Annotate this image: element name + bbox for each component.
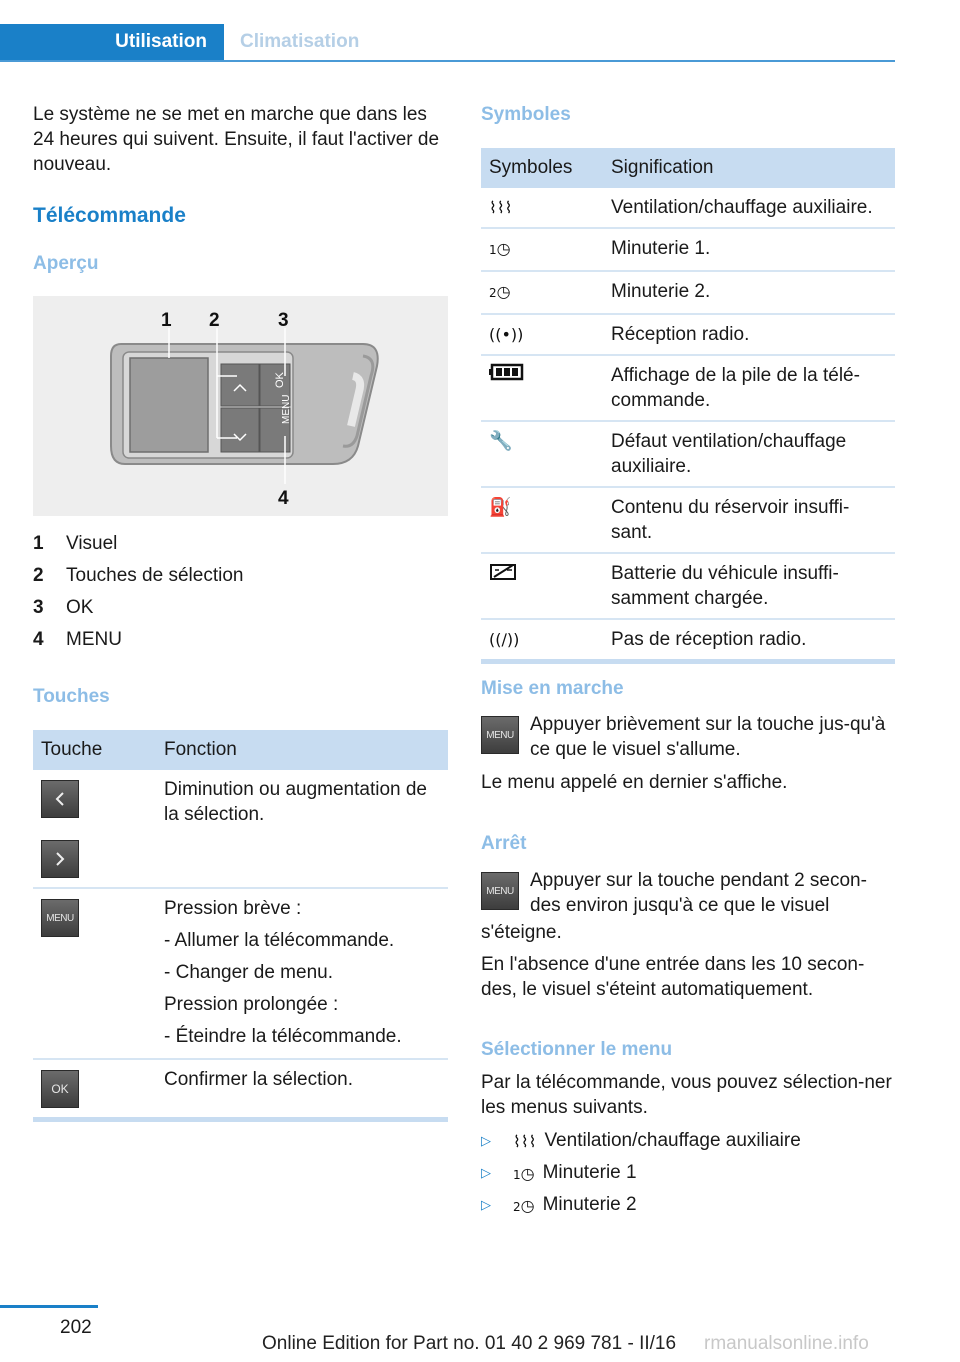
ok-key-icon: OK: [41, 1070, 79, 1108]
timer-1-icon: 1◷: [513, 1163, 535, 1183]
table-cell-meaning: Défaut ventilation/chauffage auxiliaire.: [603, 421, 895, 487]
symboles-heading: Symboles: [481, 104, 571, 125]
menu-options-list: [481, 1125, 895, 1221]
remote-control-drawing: [33, 296, 448, 516]
fuel-icon: ⛽: [489, 497, 512, 518]
list-item: [481, 1157, 895, 1189]
timer-2-icon: 2◷: [513, 1195, 535, 1215]
table-row: [33, 1059, 448, 1119]
figure-menu-label: MENU: [281, 394, 292, 424]
table-row: [481, 487, 895, 553]
legend-item: [33, 528, 448, 560]
touches-heading: Touches: [33, 686, 110, 707]
function-line: - Allumer la télécommande.: [164, 930, 395, 951]
table-cell-meaning: Batterie du véhicule insuffi-samment chargée.: [603, 553, 895, 619]
tab-climatisation[interactable]: Climatisation: [240, 31, 360, 52]
column-header: Symboles: [481, 148, 603, 188]
table-cell-meaning: Réception radio.: [603, 314, 895, 355]
battery-icon: [489, 363, 525, 381]
list-item-label: Minuterie 2: [542, 1194, 637, 1215]
footer-rule: [0, 1305, 98, 1308]
table-cell-symbol: [481, 271, 603, 314]
arret-text-end: s'éteigne.: [481, 922, 562, 943]
telecommande-heading: Télécommande: [33, 204, 186, 227]
column-header: Fonction: [156, 730, 448, 770]
table-row: [33, 888, 448, 1059]
timer-prefix: 1: [513, 1167, 521, 1182]
mise-en-marche-heading: Mise en marche: [481, 678, 624, 699]
function-line: - Changer de menu.: [164, 962, 333, 983]
mise-en-marche-instruction: [481, 712, 895, 762]
column-header: Signification: [603, 148, 895, 188]
column-header: Touche: [33, 730, 156, 770]
table-cell-meaning: Minuterie 2.: [603, 271, 895, 314]
legend-item: [33, 592, 448, 624]
figure-legend: [33, 528, 448, 656]
touches-table: [33, 730, 448, 1122]
table-cell-symbol: [481, 619, 603, 662]
list-item: [481, 1125, 895, 1157]
legend-item: [33, 624, 448, 656]
legend-item: [33, 560, 448, 592]
table-cell-key: [33, 770, 156, 888]
arret-heading: Arrêt: [481, 833, 527, 854]
symboles-table-wrap: [481, 148, 895, 664]
callout-4: 4: [278, 488, 289, 509]
bullet-triangle-icon: ▷: [481, 1165, 491, 1180]
table-cell-function: Confirmer la sélection.: [156, 1059, 448, 1119]
bullet-triangle-icon: ▷: [481, 1197, 491, 1212]
bullet-triangle-icon: ▷: [481, 1133, 491, 1148]
table-header-row: [481, 148, 895, 188]
chevron-left-key-icon: [41, 780, 79, 818]
menu-key-icon: MENU: [481, 716, 519, 754]
symboles-table: [481, 148, 895, 664]
table-cell-meaning: Ventilation/chauffage auxiliaire.: [603, 188, 895, 228]
table-cell-symbol: [481, 188, 603, 228]
radio-reception-icon: ((•)): [489, 325, 524, 344]
callout-2: 2: [209, 310, 220, 331]
function-line: Pression prolongée :: [164, 994, 339, 1015]
wrench-icon: 🔧: [489, 430, 513, 452]
list-item-label: Minuterie 1: [542, 1162, 637, 1183]
left-column: [33, 102, 448, 275]
table-cell-symbol: [481, 553, 603, 619]
table-row: [481, 188, 895, 228]
legend-number: 1: [33, 533, 44, 554]
timer-1-icon: 1◷: [489, 239, 511, 258]
remote-control-illustration: [33, 296, 448, 516]
legend-label: OK: [66, 597, 94, 618]
legend-number: 2: [33, 565, 44, 586]
table-cell-symbol: [481, 487, 603, 553]
arret-instruction: [481, 868, 895, 918]
table-cell-key: [33, 1059, 156, 1119]
selectionner-text: Par la télécommande, vous pouvez sélection-ner les menus suivants.: [481, 1072, 892, 1118]
legend-label: Visuel: [66, 533, 118, 554]
table-row: [481, 421, 895, 487]
timer-prefix: 2: [489, 286, 497, 300]
callout-1: 1: [161, 310, 172, 331]
table-cell-meaning: Minuterie 1.: [603, 228, 895, 271]
heating-icon: ⌇⌇⌇: [513, 1131, 537, 1151]
watermark: rmanualsonline.info: [704, 1333, 869, 1354]
legend-number: 4: [33, 629, 44, 650]
timer-prefix: 1: [489, 243, 497, 257]
header-tabbar: [0, 24, 895, 62]
table-cell-function: Diminution ou augmentation de la sélection.: [156, 770, 448, 888]
table-row: [481, 314, 895, 355]
table-cell-meaning: Contenu du réservoir insuffi-sant.: [603, 487, 895, 553]
table-cell-meaning: Affichage de la pile de la télé-commande.: [603, 355, 895, 421]
table-row: [481, 355, 895, 421]
table-cell-meaning: Pas de réception radio.: [603, 619, 895, 662]
list-item: [481, 1189, 895, 1221]
table-cell-symbol: [481, 228, 603, 271]
apercu-heading: Aperçu: [33, 253, 99, 274]
mise-en-marche-text: Appuyer brièvement sur la touche jus-qu'à ce que le visuel s'allume.: [530, 714, 886, 760]
car-battery-icon: [489, 561, 517, 581]
arret-note: En l'absence d'une entrée dans les 10 secon-des, le visuel s'éteint automatiquement.: [481, 954, 865, 1000]
callout-3: 3: [278, 310, 289, 331]
page-number: 202: [60, 1317, 92, 1338]
menu-key-icon: MENU: [481, 872, 519, 910]
table-cell-symbol: [481, 314, 603, 355]
table-cell-symbol: [481, 355, 603, 421]
legend-label: Touches de sélection: [66, 565, 244, 586]
timer-2-icon: 2◷: [489, 282, 511, 301]
list-item-label: Ventilation/chauffage auxiliaire: [544, 1130, 801, 1151]
table-row: [481, 228, 895, 271]
edition-text: Online Edition for Part no. 01 40 2 969 781 - II/16: [262, 1333, 677, 1354]
function-line: Pression brève :: [164, 898, 302, 919]
table-row: [481, 553, 895, 619]
table-row: [481, 619, 895, 662]
timer-prefix: 2: [513, 1199, 521, 1214]
arret-text: Appuyer sur la touche pendant 2 secon-des environ jusqu'à ce que le visuel: [530, 870, 867, 916]
touches-table-wrap: [33, 730, 448, 1122]
table-header-row: [33, 730, 448, 770]
no-radio-icon: ((∕)): [489, 630, 520, 649]
table-row: [33, 770, 448, 888]
figure-ok-label: OK: [274, 372, 286, 388]
legend-number: 3: [33, 597, 44, 618]
table-row: [481, 271, 895, 314]
tab-utilisation[interactable]: Utilisation: [0, 24, 224, 60]
function-line: - Éteindre la télécommande.: [164, 1026, 402, 1047]
table-cell-key: [33, 888, 156, 1059]
menu-key-icon: MENU: [41, 899, 79, 937]
table-cell-function: [156, 888, 448, 1059]
heating-icon: ⌇⌇⌇: [489, 198, 513, 217]
selectionner-heading: Sélectionner le menu: [481, 1039, 673, 1060]
legend-label: MENU: [66, 629, 122, 650]
mise-en-marche-result: Le menu appelé en dernier s'affiche.: [481, 772, 788, 793]
table-cell-symbol: [481, 421, 603, 487]
chevron-right-key-icon: [41, 840, 79, 878]
intro-paragraph: Le système ne se met en marche que dans les 24 heures qui suivent. Ensuite, il faut l'activer de nouveau.: [33, 104, 440, 175]
